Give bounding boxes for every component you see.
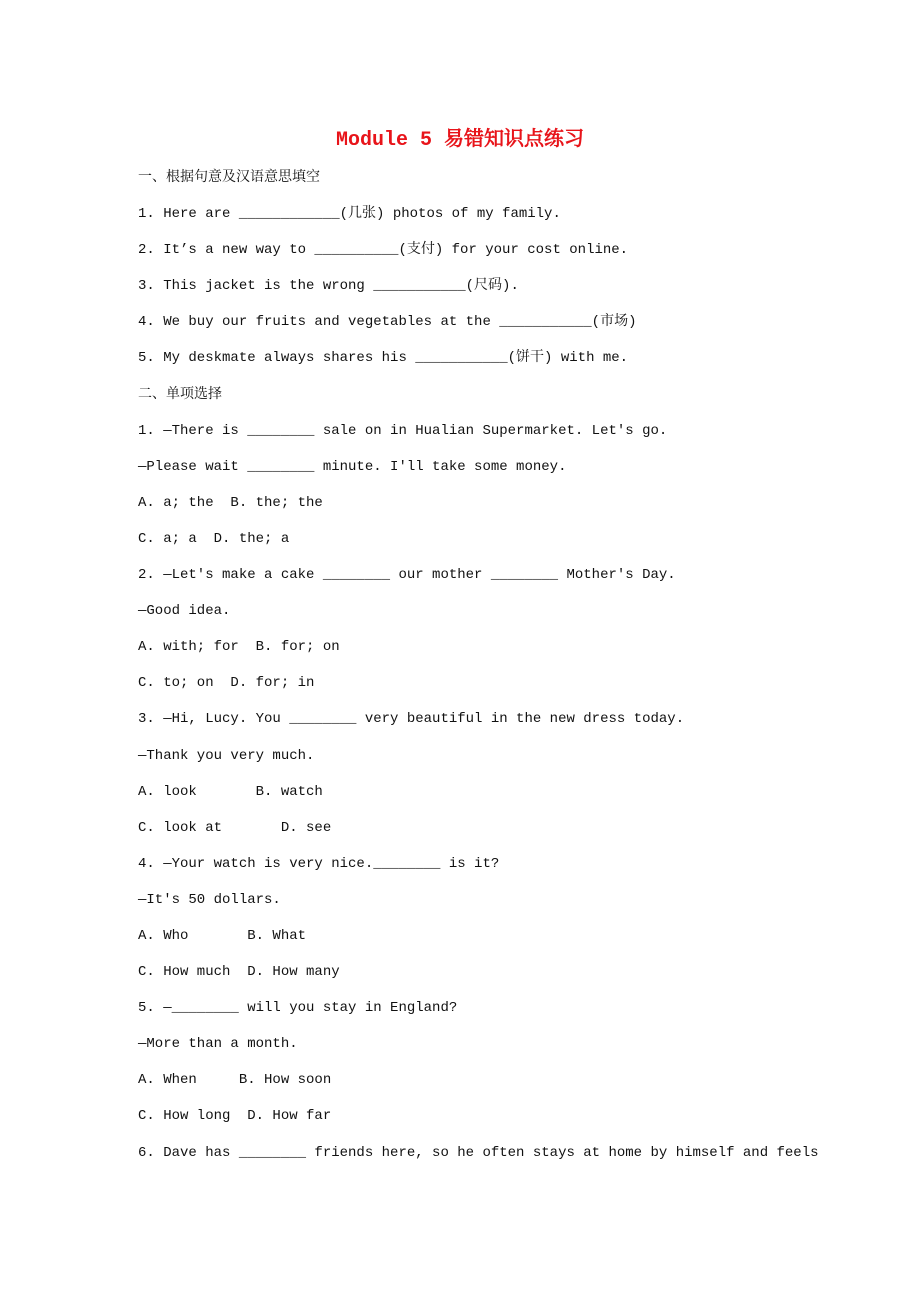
option-line: C. look at D. see — [138, 819, 332, 836]
fill-in-question: 5. My deskmate always shares his ___________(饼干) with me. — [138, 350, 629, 367]
question-line: 2. —Let's make a cake ________ our mother ________ Mother's Day. — [138, 567, 676, 584]
option-line: C. a; a D. the; a — [138, 530, 290, 547]
option-line: A. look B. watch — [138, 783, 323, 800]
question-line: —It's 50 dollars. — [138, 891, 281, 908]
option-line: C. How long D. How far — [138, 1108, 332, 1125]
question-line: —Good idea. — [138, 603, 231, 620]
option-line: A. with; for B. for; on — [138, 639, 340, 656]
question-line: 5. —________ will you stay in England? — [138, 1000, 458, 1017]
option-line: C. How much D. How many — [138, 964, 340, 981]
fill-in-question: 4. We buy our fruits and vegetables at the ___________(市场) — [138, 314, 637, 331]
question-line: —More than a month. — [138, 1036, 298, 1053]
section-heading: 一、根据句意及汉语意思填空 — [138, 170, 320, 186]
question-line: 6. Dave has ________ friends here, so he often stays at home by himself and feels — [138, 1144, 819, 1161]
option-line: C. to; on D. for; in — [138, 675, 315, 692]
document-body — [138, 160, 838, 1171]
question-line: 1. —There is ________ sale on in Hualian Supermarket. Let's go. — [138, 422, 668, 439]
section-heading: 二、单项选择 — [138, 386, 222, 403]
fill-in-question: 1. Here are ____________(几张) photos of my family. — [138, 206, 561, 223]
fill-in-question: 3. This jacket is the wrong ___________(尺码). — [138, 278, 519, 295]
question-line: 4. —Your watch is very nice.________ is it? — [138, 855, 500, 872]
fill-in-question: 2. It’s a new way to __________(支付) for your cost online. — [138, 242, 629, 259]
question-line: 3. —Hi, Lucy. You ________ very beautiful in the new dress today. — [138, 711, 685, 728]
option-line: A. Who B. What — [138, 927, 307, 944]
option-line: A. a; the B. the; the — [138, 494, 323, 511]
option-line: A. When B. How soon — [138, 1072, 332, 1089]
document-title: Module 5 易错知识点练习 — [335, 129, 585, 152]
question-line: —Please wait ________ minute. I'll take some money. — [138, 458, 567, 475]
question-line: —Thank you very much. — [138, 747, 315, 764]
